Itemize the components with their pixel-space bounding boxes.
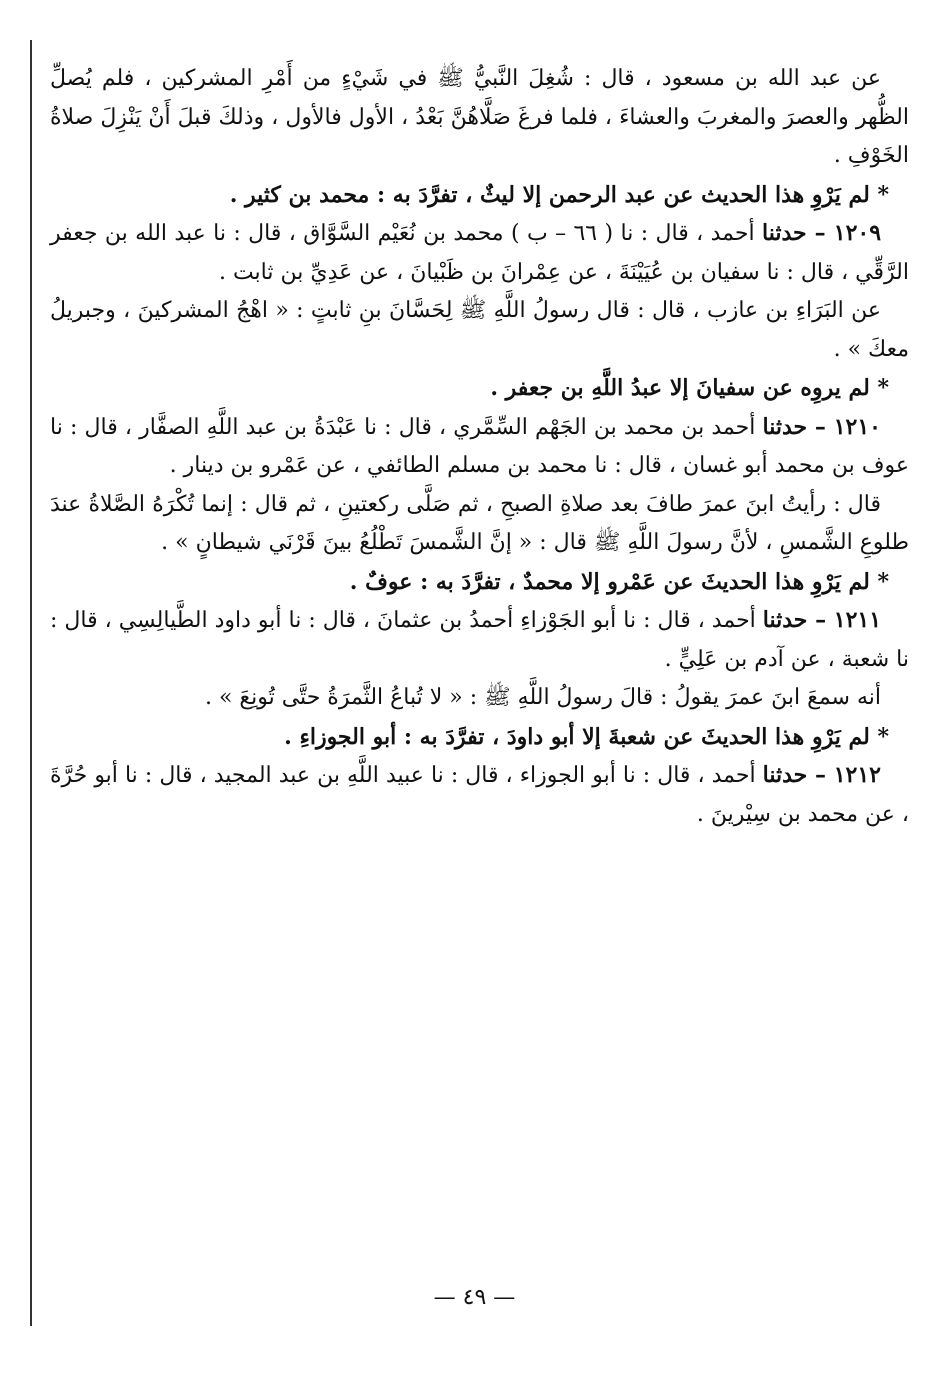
hadith-lead: – حدثنا [762, 762, 834, 788]
hadith-chain: أحمد بن محمد بن الجَهْم السِّمَّري ، قال : نا عَبْدَةُ بن عبد اللَّهِ الصفَّار ، قال : نا عوف بن محمد أبو غسان ، قال : نا محمد بن مسلم الطائفي ، عن عَمْرو بن دينار . [50, 414, 909, 478]
narration-note-1: * لم يَرْوِ هذا الحديث عن عبد الرحمن إلا ليثٌ ، تفرَّدَ به : محمد بن كثير . [229, 181, 889, 208]
paragraph-text-4: أنه سمعَ ابنَ عمرَ يقولُ : قالَ رسولُ اللَّهِ ﷺ : « لا تُباعُ الثَّمرَةُ حتَّى تُونِعَ » . [204, 685, 881, 710]
hadith-number: ١٢١١ [833, 607, 882, 633]
narration-note-4: * لم يَرْوِ هذا الحديثَ عن شعبةَ إلا أبو داودَ ، تفرَّدَ به : أبو الجوزاءِ . [284, 723, 889, 750]
hadith-lead: – حدثنا [762, 607, 834, 633]
margin-rule [30, 40, 32, 1326]
page-number: — ٤٩ — [433, 1285, 516, 1310]
hadith-1210 [50, 408, 909, 486]
hadith-chain: أحمد ، قال : نا ( ٦٦ – ب ) محمد بن نُعَيْم السَّوَّاق ، قال : نا عبد الله بن جعفر الرَّقِّي ، قال : نا سفيان بن عُيَيْنَةَ ، عن عِمْرانَ بن ظَبْيانَ ، عن عَدِيِّ بن ثابت . [50, 221, 909, 285]
hadith-lead: – حدثنا [762, 413, 834, 440]
paragraph-text-1: عن عبد الله بن مسعود ، قال : شُغِلَ النَّبيُّ ﷺ في شَيْءٍ من أَمْرِ المشركين ، فلم يُصلِّ الظُّهر والعصرَ والمغربَ والعشاءَ ، فلما فرغَ صَلَّاهُنَّ بَعْدُ ، الأول فالأول ، وذلكَ قبلَ أَنْ يَنْزِلَ صلاةُ الخَوْفِ . [50, 66, 910, 168]
hadith-number: ١٢١٢ [833, 762, 881, 788]
hadith-chain: أحمد ، قال : نا أبو الجوزاء ، قال : نا عبيد اللَّهِ بن عبد المجيد ، قال : نا أبو حُرَّةَ ، عن محمد بن سِيْرينَ . [50, 763, 909, 827]
hadith-1212 [50, 756, 909, 834]
page-body [50, 60, 909, 834]
hadith-number: ١٢٠٩ [833, 220, 882, 246]
paragraph-text-2: عن البَرَاءِ بن عازب ، قال : قال رسولُ اللَّهِ ﷺ لِحَسَّانَ بنِ ثابتٍ : « اهْجُ المشركينَ ، وجبريلُ معكَ » . [50, 298, 909, 362]
hadith-number: ١٢١٠ [833, 413, 881, 440]
narration-note-2: * لم يروِه عن سفيانَ إلا عبدُ اللَّهِ بن جعفر . [490, 375, 889, 401]
hadith-1209 [50, 214, 909, 292]
hadith-lead: – حدثنا [762, 220, 834, 246]
hadith-1211 [50, 601, 909, 679]
narration-note-3: * لم يَرْوِ هذا الحديثَ عن عَمْرو إلا محمدٌ ، تفرَّدَ به : عوفٌ . [349, 568, 889, 595]
paragraph-text-3: قال : رأيتُ ابنَ عمرَ طافَ بعد صلاةِ الصبحِ ، ثم صَلَّى ركعتينِ ، ثم قال : إنما تُكْرَهُ الصَّلاةُ عندَ طلوعِ الشَّمسِ ، لأنَّ رسولَ اللَّهِ ﷺ قال : « إنَّ الشَّمسَ تَطْلُعُ بينَ قَرْنَي شيطانٍ » . [50, 491, 909, 555]
hadith-chain: أحمد ، قال : نا أبو الجَوْزاءِ أحمدُ بن عثمانَ ، قال : نا أبو داود الطَّيالِسِي ، قال : نا شعبة ، عن آدم بن عَلِيٍّ . [50, 608, 909, 672]
